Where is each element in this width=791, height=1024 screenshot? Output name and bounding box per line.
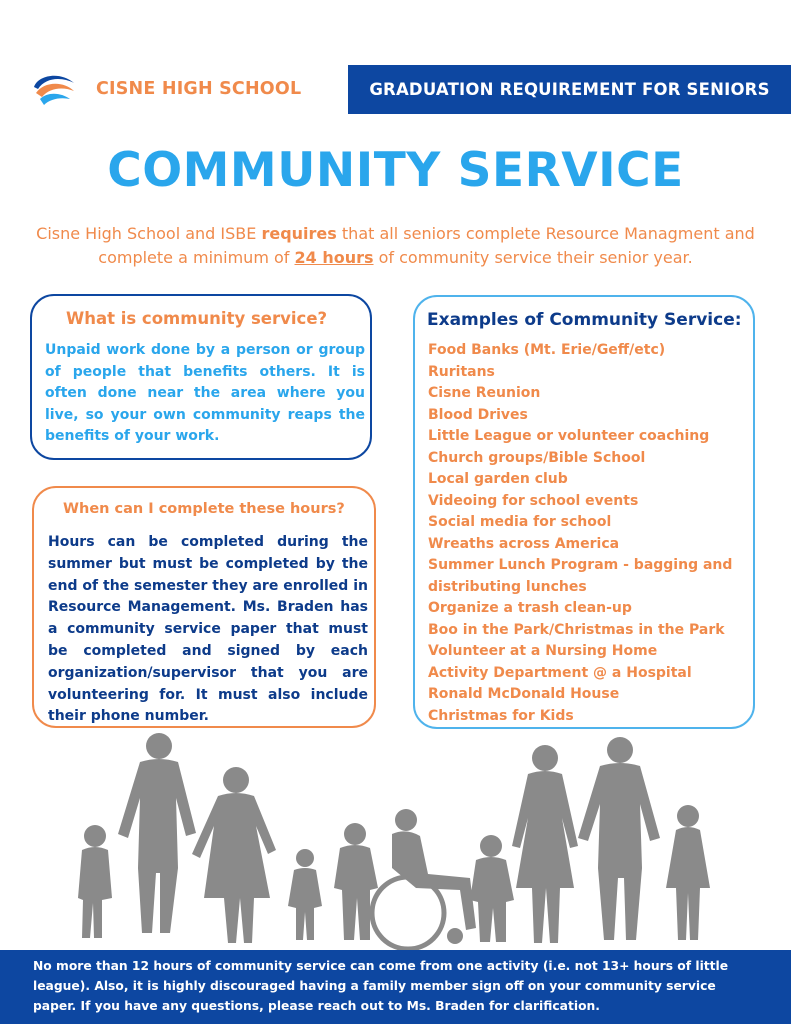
man-silhouette-2: [578, 737, 660, 940]
what-is-community-service-box: [30, 294, 372, 460]
list-item: Wreaths across America: [428, 535, 620, 552]
list-item: Ronald McDonald House: [428, 686, 620, 702]
man-silhouette-1: [118, 733, 196, 933]
list-item: Videoing for school events: [428, 492, 639, 509]
examples-heading: Examples of Community Service:: [427, 310, 742, 330]
list-item: Blood Drives: [428, 406, 528, 423]
when-body: Hours can be completed during the summer but must be completed by the end of the semester they are enrolled in Resource Management. Ms. Braden has a community service paper that must be completed and signed by each organization/supervisor that you are volunteering for. It must also include their phone number.: [48, 534, 368, 725]
list-item: Church groups/Bible School: [428, 449, 646, 466]
intro-requires: requires: [261, 224, 337, 243]
list-item: Activity Department @ a Hospital: [428, 664, 692, 681]
intro-text: [30, 222, 761, 270]
list-item: Organize a trash clean-up: [428, 600, 632, 616]
list-item: Ruritans: [428, 363, 495, 380]
family-silhouettes-image: [0, 728, 791, 956]
intro-part2: that all seniors complete Resource Managment and complete a minimum of: [98, 224, 755, 267]
list-item: Food Banks (Mt. Erie/Geff/etc): [428, 342, 666, 358]
child-silhouette-1: [78, 825, 112, 938]
list-item: Cisne Reunion: [428, 385, 541, 401]
list-item: Local garden club: [428, 471, 568, 487]
woman-silhouette-2: [512, 745, 578, 943]
school-name: CISNE HIGH SCHOOL: [96, 79, 302, 99]
woman-silhouette-1: [192, 767, 276, 943]
page-title: COMMUNITY SERVICE: [107, 143, 684, 198]
banner-text: GRADUATION REQUIREMENT FOR SENIORS: [369, 80, 770, 99]
list-item: Social media for school: [428, 514, 612, 530]
child-silhouette-2: [288, 849, 322, 940]
list-item: Boo in the Park/Christmas in the Park: [428, 621, 725, 638]
intro-hours: 24 hours: [294, 248, 374, 267]
what-body: Unpaid work done by a person or group of people that benefits others. It is often done near the area where you live, so your own community reaps the benefits of your work.: [45, 342, 365, 444]
school-logo-icon: [30, 71, 78, 107]
examples-box: [413, 295, 755, 729]
when-complete-hours-box: [32, 486, 376, 728]
list-item: Little League or volunteer coaching: [428, 428, 710, 444]
list-item: Volunteer at a Nursing Home: [428, 643, 658, 659]
examples-list: [428, 340, 753, 727]
child-silhouette-4: [470, 835, 514, 942]
intro-part3: of community service their senior year.: [373, 248, 693, 267]
list-item: Christmas for Kids: [428, 707, 574, 724]
child-silhouette-5: [666, 805, 710, 940]
intro-part1: Cisne High School and ISBE: [36, 224, 262, 243]
footer-banner: [0, 950, 791, 1024]
footer-text: No more than 12 hours of community service can come from one activity (i.e. not 13+ hours of little league). Also, it is highly discouraged having a family member sign off on your community service paper. If you have any questions, please reach out to Ms. Braden for clarification.: [33, 959, 729, 1013]
what-heading: What is community service?: [66, 309, 328, 328]
list-item: Summer Lunch Program - bagging and distributing lunches: [428, 557, 733, 595]
when-heading: When can I complete these hours?: [63, 501, 345, 517]
header-banner: [348, 65, 791, 114]
wheelchair-person-silhouette: [372, 809, 476, 949]
